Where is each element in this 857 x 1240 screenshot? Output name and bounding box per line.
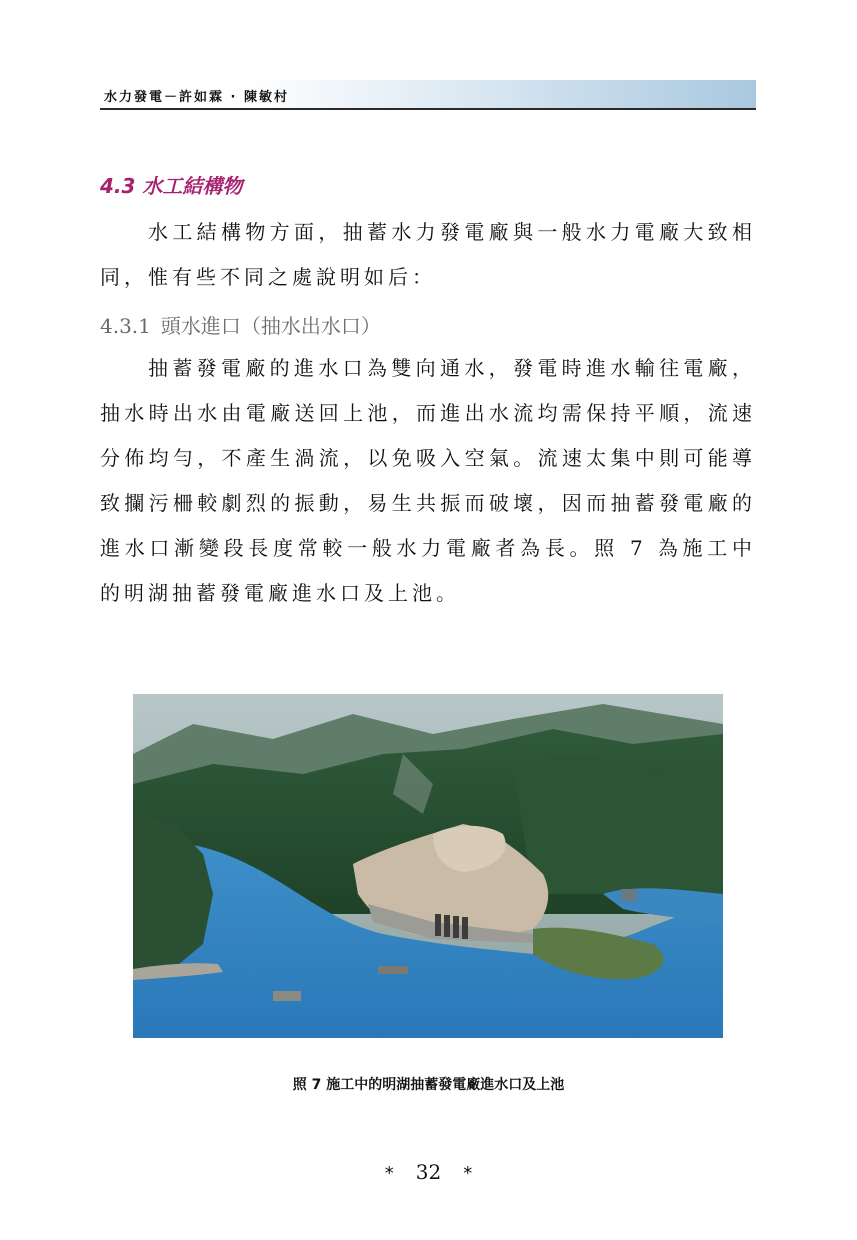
page-footer — [0, 1160, 857, 1184]
subsection-number: 4.3.1 — [100, 314, 151, 338]
subsection-body-paragraph: 抽蓄發電廠的進水口為雙向通水，發電時進水輸往電廠，抽水時出水由電廠送回上池，而進出水流均需保持平順，流速分佈均勻，不產生渦流，以免吸入空氣。流速太集中則可能導致攔污柵較劇烈的振動，易生共振而破壞，因而抽蓄發電廠的進水口漸變段長度常較一般水力電廠者為長。照 7 為施工中的明湖抽蓄發電廠進水口及上池。 — [100, 356, 756, 605]
footer-left-marker: * — [384, 1163, 394, 1184]
page-number: 32 — [415, 1160, 442, 1184]
reservoir-photo — [133, 694, 723, 1038]
footer-right-marker: * — [463, 1163, 473, 1184]
subsection-title: 頭水進口（抽水出水口） — [160, 314, 381, 338]
subsection-heading — [100, 310, 381, 339]
section-title: 4.3 水工結構物 — [100, 174, 243, 198]
running-header-title: 水力發電－許如霖 · 陳敏村 — [104, 90, 289, 105]
figure-caption: 照 7 施工中的明湖抽蓄發電廠進水口及上池 — [292, 1077, 565, 1093]
section-intro-paragraph: 水工結構物方面，抽蓄水力發電廠與一般水力電廠大致相同，惟有些不同之處說明如后： — [100, 220, 756, 289]
running-header — [100, 80, 756, 110]
